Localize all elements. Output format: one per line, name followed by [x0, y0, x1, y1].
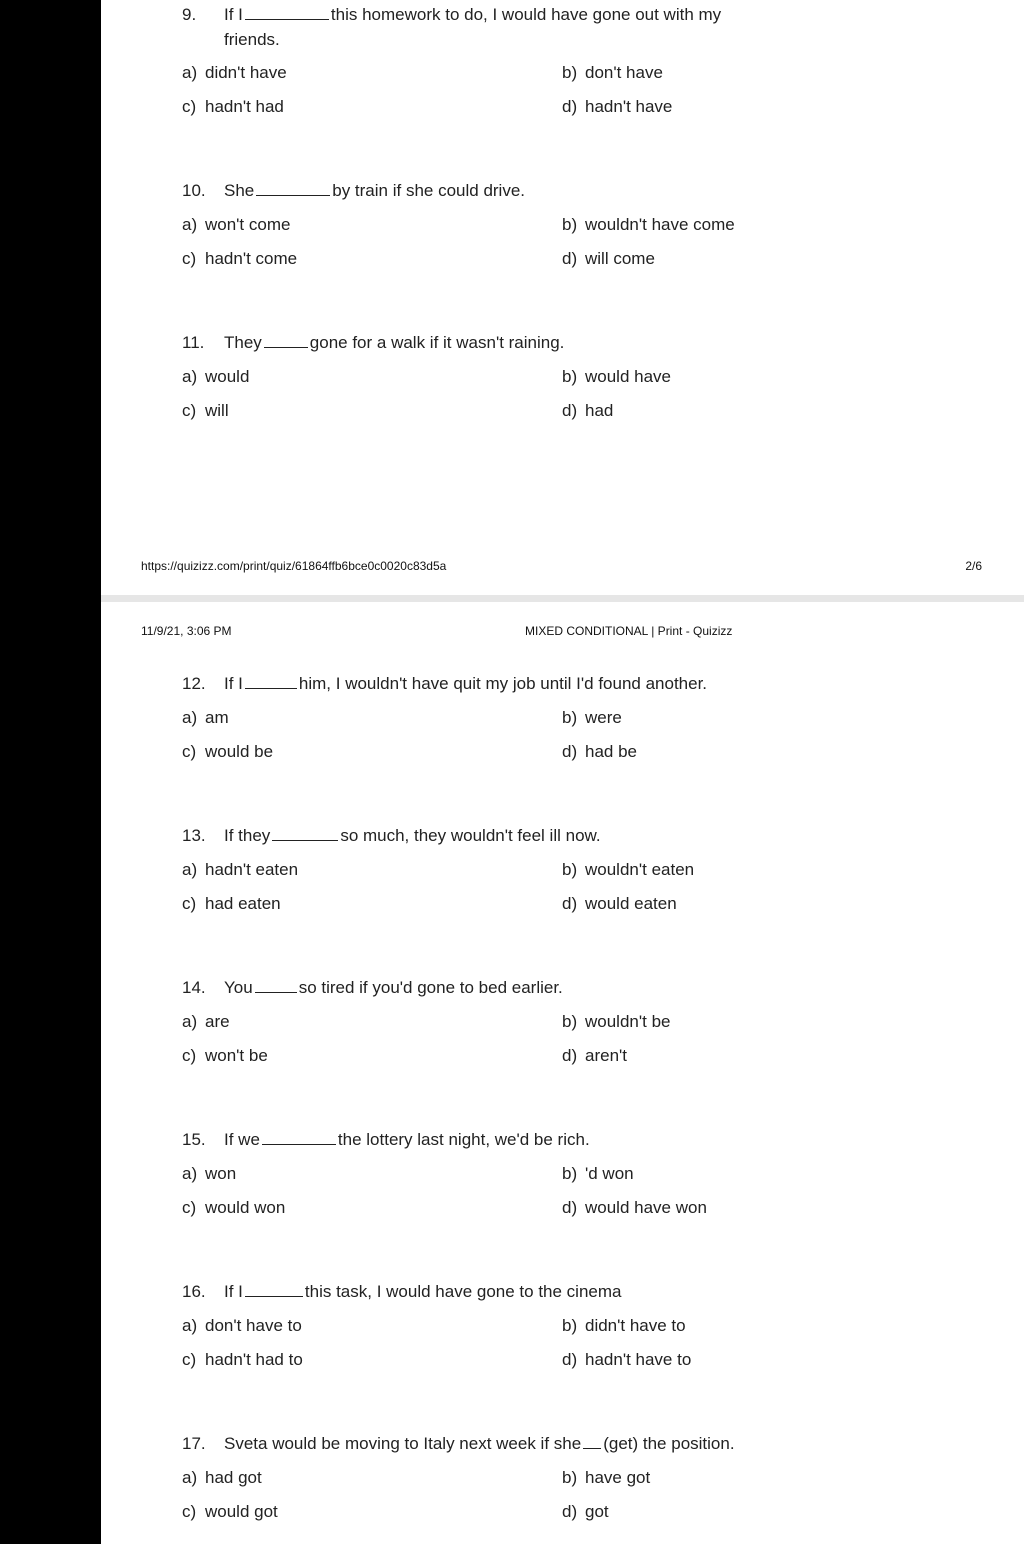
question-text — [182, 332, 564, 354]
question-number: 14. — [182, 978, 206, 997]
question-pre: If I — [224, 674, 243, 693]
question-number: 10. — [182, 181, 206, 200]
option-b[interactable]: b) didn't have to — [562, 1316, 686, 1335]
option-c[interactable]: c) won't be — [182, 1046, 268, 1065]
question-number: 16. — [182, 1282, 206, 1301]
option-b[interactable]: b) were — [562, 708, 622, 727]
footer-page-number: 2/6 — [965, 559, 982, 573]
page-sheet-top — [101, 0, 1024, 595]
option-b[interactable]: b) wouldn't have come — [562, 215, 735, 234]
question-pre: If I — [224, 1282, 243, 1301]
header-title: MIXED CONDITIONAL | Print - Quizizz — [525, 624, 733, 638]
question-text — [182, 673, 707, 695]
page-sheet-bottom — [101, 602, 1024, 1544]
question-post: this task, I would have gone to the cinema — [304, 1282, 622, 1301]
option-a[interactable]: a) won't come — [182, 215, 291, 234]
question-post: him, I wouldn't have quit my job until I'd found another. — [298, 674, 708, 693]
answer-blank — [255, 978, 297, 993]
question-pre: If we — [224, 1130, 260, 1149]
option-a[interactable]: a) am — [182, 708, 229, 727]
option-c[interactable]: c) would got — [182, 1502, 278, 1521]
question-pre: If I — [224, 5, 243, 24]
answer-blank — [583, 1434, 601, 1449]
option-d[interactable]: d) got — [562, 1502, 609, 1521]
answer-blank — [245, 5, 329, 20]
option-d[interactable]: d) had — [562, 401, 614, 420]
option-a[interactable]: a) hadn't eaten — [182, 860, 299, 879]
question-number: 11. — [182, 333, 205, 352]
option-a[interactable]: a) didn't have — [182, 63, 287, 82]
question-post: so tired if you'd gone to bed earlier. — [298, 978, 563, 997]
option-d[interactable]: d) had be — [562, 742, 637, 761]
answer-blank — [245, 1282, 303, 1297]
question-number: 15. — [182, 1130, 206, 1149]
question-post: gone for a walk if it wasn't raining. — [309, 333, 565, 352]
footer-url: https://quizizz.com/print/quiz/61864ffb6bce0c0020c83d5a — [141, 559, 447, 573]
option-a[interactable]: a) are — [182, 1012, 230, 1031]
option-c[interactable]: c) will — [182, 401, 229, 420]
header-date: 11/9/21, 3:06 PM — [141, 624, 232, 638]
option-a[interactable]: a) would — [182, 367, 250, 386]
question-text — [182, 1129, 590, 1151]
option-d[interactable]: d) would eaten — [562, 894, 677, 913]
question-pre: You — [224, 978, 253, 997]
question-number: 17. — [182, 1434, 206, 1453]
question-text — [182, 180, 525, 202]
option-d[interactable]: d) hadn't have to — [562, 1350, 692, 1369]
option-d[interactable]: d) will come — [562, 249, 655, 268]
question-pre: Sveta would be moving to Italy next week if she — [224, 1434, 582, 1453]
option-b[interactable]: b) wouldn't be — [562, 1012, 671, 1031]
option-d[interactable]: d) hadn't have — [562, 97, 673, 116]
question-text — [182, 4, 721, 26]
option-c[interactable]: c) had eaten — [182, 894, 281, 913]
option-b[interactable]: b) don't have — [562, 63, 663, 82]
question-number: 9. — [182, 5, 197, 24]
option-b[interactable]: b) wouldn't eaten — [562, 860, 695, 879]
question-post: this homework to do, I would have gone out with my — [330, 5, 722, 24]
question-text — [182, 825, 601, 847]
option-a[interactable]: a) don't have to — [182, 1316, 302, 1335]
option-c[interactable]: c) hadn't come — [182, 249, 298, 268]
answer-blank — [262, 1130, 336, 1145]
question-post: by train if she could drive. — [332, 181, 526, 200]
answer-blank — [256, 181, 330, 196]
question-pre: If they — [224, 826, 271, 845]
option-b[interactable]: b) would have — [562, 367, 672, 386]
question-text — [182, 977, 563, 999]
option-c[interactable]: c) would won — [182, 1198, 286, 1217]
option-c[interactable]: c) would be — [182, 742, 274, 761]
answer-blank — [264, 333, 308, 348]
question-pre: They — [224, 333, 262, 352]
question-number: 12. — [182, 674, 206, 693]
option-b[interactable]: b) 'd won — [562, 1164, 634, 1183]
question-text — [182, 1281, 621, 1303]
answer-blank — [272, 826, 338, 841]
option-d[interactable]: d) would have won — [562, 1198, 707, 1217]
option-c[interactable]: c) hadn't had to — [182, 1350, 303, 1369]
answer-blank — [245, 674, 297, 689]
question-pre: She — [224, 181, 255, 200]
question-continuation: friends. — [224, 30, 280, 49]
question-post: the lottery last night, we'd be rich. — [337, 1130, 590, 1149]
option-a[interactable]: a) won — [182, 1164, 237, 1183]
page-divider — [101, 595, 1024, 602]
question-post: (get) the position. — [603, 1434, 735, 1453]
question-text — [182, 1433, 735, 1455]
option-b[interactable]: b) have got — [562, 1468, 651, 1487]
option-c[interactable]: c) hadn't had — [182, 97, 284, 116]
option-d[interactable]: d) aren't — [562, 1046, 627, 1065]
question-number: 13. — [182, 826, 206, 845]
option-a[interactable]: a) had got — [182, 1468, 262, 1487]
question-post: so much, they wouldn't feel ill now. — [340, 826, 601, 845]
